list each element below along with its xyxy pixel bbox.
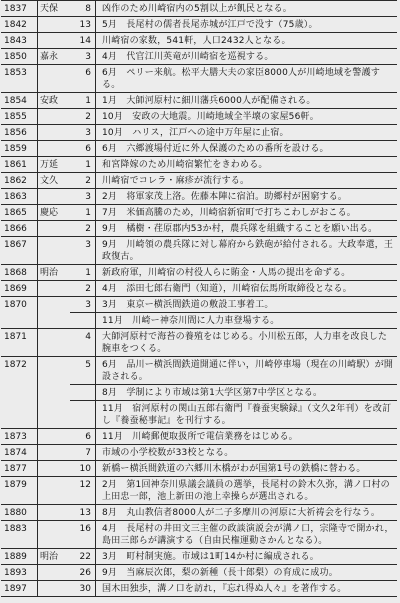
table-row xyxy=(1,189,397,205)
event-cell: 6月 品川ー横浜間鉄道開通に伴い，川崎停車場（現在の川崎駅）が開設される。 xyxy=(96,357,398,385)
event-cell: 1月 大師河原村に細川藩兵6000人が配備される。 xyxy=(96,93,398,109)
table-row xyxy=(1,505,397,521)
event-cell: 8月 学制により市域は第1大学区第7中学区となる。 xyxy=(96,385,398,401)
event-cell: 川崎宿の家数，541軒，人口2432人となる。 xyxy=(96,33,398,49)
event-cell: 10月 ハリス，江戸への途中万年屋に止宿。 xyxy=(96,125,398,141)
era-cell xyxy=(38,237,71,265)
era-year-cell: 7 xyxy=(70,445,96,461)
year-cell xyxy=(1,385,38,401)
year-cell xyxy=(1,401,38,429)
event-cell: 国木田独歩，溝ノ口を訪れ，『忘れ得ぬ人々』を著作する。 xyxy=(96,581,398,597)
era-year-cell: 6 xyxy=(70,429,96,445)
era-cell xyxy=(38,33,71,49)
event-cell: 7月 米価高騰のため，川崎宿新宿町で打ちこわしがおこる。 xyxy=(96,205,398,221)
era-cell xyxy=(38,109,71,125)
era-year-cell: 1 xyxy=(70,157,96,173)
table-row xyxy=(1,329,397,357)
year-cell xyxy=(1,313,38,329)
era-cell xyxy=(38,429,71,445)
era-year-cell: 16 xyxy=(70,521,96,549)
era-cell: 嘉永 xyxy=(38,49,71,65)
era-cell xyxy=(38,297,71,313)
era-year-cell: 3 xyxy=(70,189,96,205)
year-cell: 1861 xyxy=(1,157,38,173)
era-year-cell: 22 xyxy=(70,549,96,565)
era-year-cell: 8 xyxy=(70,1,96,17)
table-row xyxy=(1,237,397,265)
event-cell: 9月 川崎領の農兵隊に対し幕府から鉄砲が給付される。大政奉還，王政復古。 xyxy=(96,237,398,265)
event-cell: 3月 東京ー横浜間鉄道の敷設工事着工。 xyxy=(96,297,398,313)
year-cell: 1880 xyxy=(1,505,38,521)
event-cell: 9月 当麻辰次郎，梨の新種（長十郎梨）の育成に成功。 xyxy=(96,565,398,581)
era-cell xyxy=(38,445,71,461)
table-row xyxy=(1,65,397,93)
year-cell: 1883 xyxy=(1,521,38,549)
table-row xyxy=(1,297,397,313)
era-cell xyxy=(38,505,71,521)
table-row xyxy=(1,313,397,329)
era-cell xyxy=(38,189,71,205)
year-cell: 1873 xyxy=(1,429,38,445)
table-row xyxy=(1,1,397,17)
era-year-cell: 1 xyxy=(70,265,96,281)
chronology-table xyxy=(1,0,397,597)
era-cell: 慶応 xyxy=(38,205,71,221)
era-year-cell: 2 xyxy=(70,109,96,125)
year-cell: 1869 xyxy=(1,281,38,297)
era-cell: 万延 xyxy=(38,157,71,173)
era-cell: 天保 xyxy=(38,1,71,17)
era-cell xyxy=(38,581,71,597)
year-cell: 1842 xyxy=(1,17,38,33)
era-year-cell: 4 xyxy=(70,329,96,357)
year-cell: 1866 xyxy=(1,221,38,237)
event-cell: 11月 川崎ー神奈川間に人力車登場する。 xyxy=(96,313,398,329)
era-year-cell: 3 xyxy=(70,297,96,313)
era-cell xyxy=(38,401,71,429)
table-row xyxy=(1,221,397,237)
event-cell: 4月 長尾村の井田文三主催の政談演説会が溝ノ口，宗隆寺で開かれ，島田三郎らが講演する（自由民権運動さかんとなる）。 xyxy=(96,521,398,549)
year-cell: 1893 xyxy=(1,565,38,581)
year-cell: 1837 xyxy=(1,1,38,17)
era-cell xyxy=(38,521,71,549)
era-year-cell: 1 xyxy=(70,205,96,221)
event-cell: 川崎宿でコレラ・麻疹が流行する。 xyxy=(96,173,398,189)
year-cell: 1859 xyxy=(1,141,38,157)
event-cell: 11月 川崎郵便取扱所で電信業務をはじめる。 xyxy=(96,429,398,445)
era-year-cell: 1 xyxy=(70,93,96,109)
event-cell: 大師河原村で海苔の養殖をはじめる。小川松五郎，人力車を改良した腕車をつくる。 xyxy=(96,329,398,357)
era-cell: 明治 xyxy=(38,265,71,281)
era-cell xyxy=(38,329,71,357)
table-row xyxy=(1,445,397,461)
event-cell: 9月 橘樹・荏原郡内53か村，農兵隊を組織することを願い出る。 xyxy=(96,221,398,237)
year-cell: 1870 xyxy=(1,297,38,313)
table-row xyxy=(1,357,397,385)
year-cell: 1850 xyxy=(1,49,38,65)
era-year-cell: 3 xyxy=(70,237,96,265)
year-cell: 1879 xyxy=(1,477,38,505)
era-year-cell: 2 xyxy=(70,173,96,189)
event-cell: 11月 宿河原村の関山五郎右衛門『養蚕実験録』（文久2年刊）を改訂し『養蚕秘事記』を刊行する。 xyxy=(96,401,398,429)
era-cell xyxy=(38,565,71,581)
table-row xyxy=(1,93,397,109)
table-row xyxy=(1,565,397,581)
era-year-cell: 3 xyxy=(70,125,96,141)
table-row xyxy=(1,429,397,445)
era-year-cell: 2 xyxy=(70,281,96,297)
era-cell xyxy=(38,221,71,237)
era-year-cell: 30 xyxy=(70,581,96,597)
era-cell xyxy=(38,65,71,93)
era-cell xyxy=(38,313,71,329)
table-row xyxy=(1,477,397,505)
era-year-cell: 26 xyxy=(70,565,96,581)
event-cell: 4月 代官江川英竜が川崎宿を巡視する。 xyxy=(96,49,398,65)
event-cell: 6月 ペリー来航。松平大膳大夫の家臣8000人が川崎地域を警護する。 xyxy=(96,65,398,93)
event-cell: 10月 安政の大地震。川崎地域全半壊の家屋56軒。 xyxy=(96,109,398,125)
era-year-cell: 2 xyxy=(70,221,96,237)
year-cell: 1874 xyxy=(1,445,38,461)
era-year-cell: 14 xyxy=(70,33,96,49)
era-cell xyxy=(38,357,71,385)
era-cell xyxy=(38,141,71,157)
year-cell: 1855 xyxy=(1,109,38,125)
era-year-cell: 10 xyxy=(70,461,96,477)
event-cell: 8月 丸山教信者8000人が二子多摩川の河原に大祈祷会を行なう。 xyxy=(96,505,398,521)
year-cell: 1868 xyxy=(1,265,38,281)
table-row xyxy=(1,385,397,401)
event-cell: 凶作のため川崎宿内の5割以上が飢民となる。 xyxy=(96,1,398,17)
year-cell: 1877 xyxy=(1,461,38,477)
era-year-cell: 3 xyxy=(70,49,96,65)
era-year-cell: 6 xyxy=(70,65,96,93)
era-year-cell xyxy=(70,385,96,401)
year-cell: 1856 xyxy=(1,125,38,141)
table-row xyxy=(1,265,397,281)
table-row xyxy=(1,125,397,141)
era-year-cell: 13 xyxy=(70,17,96,33)
event-cell: 2月 第1回神奈川県議会議員の選挙，長尾村の鈴木久弥，溝ノ口村の上田忠一郎，池上新田の池上幸操らが選出される。 xyxy=(96,477,398,505)
event-cell: 市域の小学校数が33校となる。 xyxy=(96,445,398,461)
year-cell: 1854 xyxy=(1,93,38,109)
era-cell xyxy=(38,461,71,477)
era-cell: 明治 xyxy=(38,549,71,565)
event-cell: 6月 六郷渡場付近に外人保護のための番所を設ける。 xyxy=(96,141,398,157)
table-row xyxy=(1,521,397,549)
year-cell: 1897 xyxy=(1,581,38,597)
era-cell xyxy=(38,281,71,297)
table-row xyxy=(1,461,397,477)
year-cell: 1865 xyxy=(1,205,38,221)
era-cell xyxy=(38,477,71,505)
event-cell: 2月 将軍家茂上洛。佐藤本陣に宿泊。助郷村が困窮する。 xyxy=(96,189,398,205)
era-cell xyxy=(38,125,71,141)
table-row xyxy=(1,109,397,125)
event-cell: 5月 長尾村の儒者長尾赤城が江戸で没す（75歳）。 xyxy=(96,17,398,33)
table-row xyxy=(1,141,397,157)
era-cell xyxy=(38,385,71,401)
year-cell: 1853 xyxy=(1,65,38,93)
era-year-cell: 12 xyxy=(70,477,96,505)
year-cell: 1867 xyxy=(1,237,38,265)
era-year-cell xyxy=(70,313,96,329)
table-row xyxy=(1,549,397,565)
era-year-cell: 5 xyxy=(70,357,96,385)
event-cell: 和宮降嫁のため川崎宿繁忙をきわめる。 xyxy=(96,157,398,173)
year-cell: 1889 xyxy=(1,549,38,565)
era-cell: 安政 xyxy=(38,93,71,109)
era-cell: 文久 xyxy=(38,173,71,189)
year-cell: 1863 xyxy=(1,189,38,205)
table-row xyxy=(1,49,397,65)
event-cell: 3月 町村制実施。市域は1町14か村に編成される。 xyxy=(96,549,398,565)
table-row xyxy=(1,173,397,189)
year-cell: 1871 xyxy=(1,329,38,357)
table-row xyxy=(1,281,397,297)
table-row xyxy=(1,157,397,173)
table-row xyxy=(1,17,397,33)
era-year-cell xyxy=(70,401,96,429)
table-row xyxy=(1,581,397,597)
table-row xyxy=(1,33,397,49)
table-row xyxy=(1,401,397,429)
year-cell: 1862 xyxy=(1,173,38,189)
era-cell xyxy=(38,17,71,33)
event-cell: 新政府軍，川崎宿の村役人らに賄金・人馬の提出を命ずる。 xyxy=(96,265,398,281)
era-year-cell: 13 xyxy=(70,505,96,521)
era-year-cell: 6 xyxy=(70,141,96,157)
event-cell: 4月 添田七郎右衛門（知道），川崎宿伝馬所取締役となる。 xyxy=(96,281,398,297)
table-row xyxy=(1,205,397,221)
chronology-body xyxy=(1,1,397,597)
event-cell: 新橋ー横浜間鉄道の六郷川木橋がわが国第1号の鉄橋に替わる。 xyxy=(96,461,398,477)
year-cell: 1843 xyxy=(1,33,38,49)
year-cell: 1872 xyxy=(1,357,38,385)
